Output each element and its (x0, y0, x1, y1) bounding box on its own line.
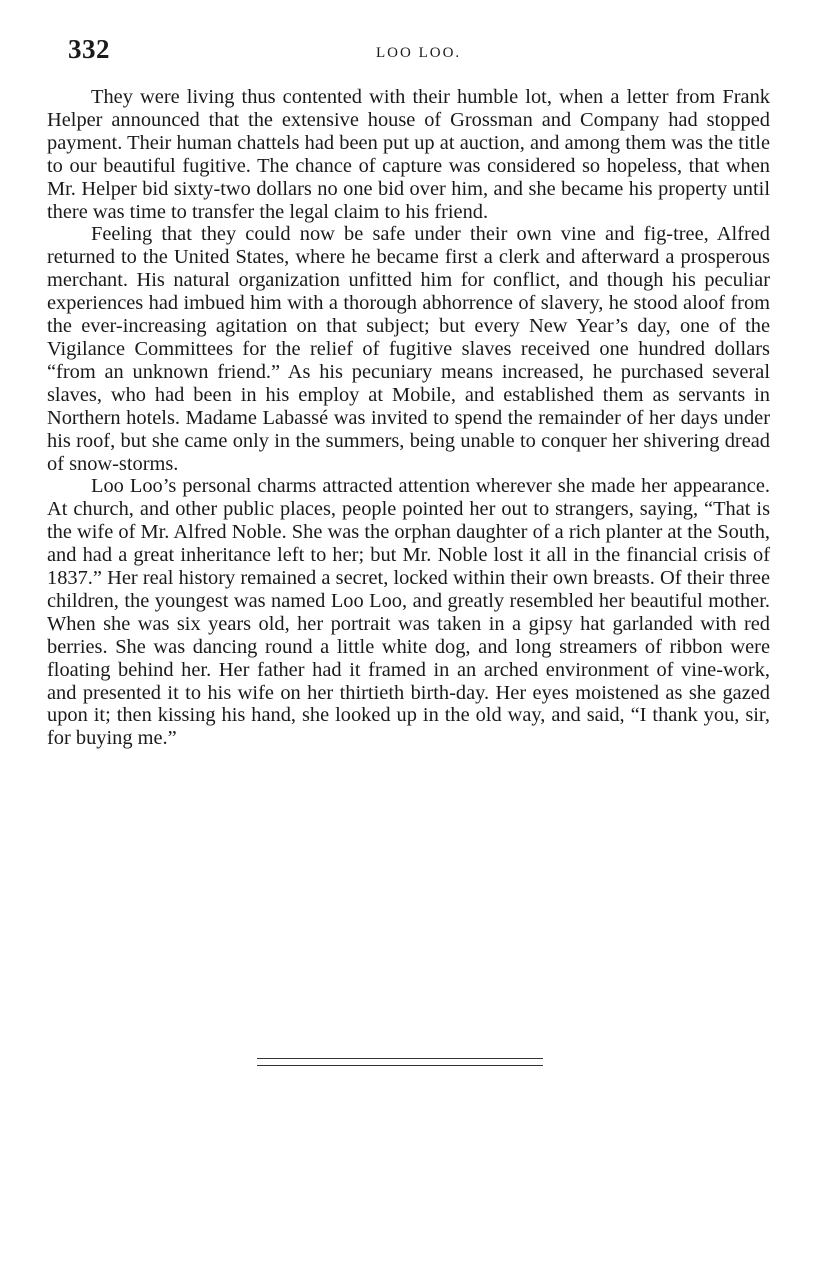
body-text (47, 86, 770, 750)
paragraph: Feeling that they could now be safe under their own vine and fig-tree, Alfred returned to the United States, where he became first a clerk and afterward a prosperous merchant. His natural organization unfitted him for conflict, and though his peculiar experiences had imbued him with a thorough abhorrence of slavery, he stood aloof from the ever-increasing agitation on that subject; but every New Year’s day, one of the Vigilance Committees for the relief of fugitive slaves received one hundred dollars “from an unknown friend.” As his pecuniary means increased, he purchased several slaves, who had been in his employ at Mobile, and established them as servants in Northern hotels. Madame Labassé was invited to spend the remainder of her days under his roof, but she came only in the summers, being unable to conquer her shivering dread of snow-storms. (47, 223, 770, 475)
paragraph: They were living thus contented with their humble lot, when a letter from Frank Helper announced that the extensive house of Grossman and Company had stopped payment. Their human chattels had been put up at auction, and among them was the title to our beautiful fugitive. The chance of capture was considered so hopeless, that when Mr. Helper bid sixty-two dollars no one bid over him, and she became his property until there was time to transfer the legal claim to his friend. (47, 86, 770, 223)
chapter-end-rule (257, 1058, 543, 1066)
paragraph: Loo Loo’s personal charms attracted attention wherever she made her appearance. At church, and other public places, people pointed her out to strangers, saying, “That is the wife of Mr. Alfred Noble. She was the orphan daughter of a rich planter at the South, and had a great inheritance left to her; but Mr. Noble lost it all in the financial crisis of 1837.” Her real history remained a secret, locked within their own breasts. Of their three children, the youngest was named Loo Loo, and greatly resembled her beautiful mother. When she was six years old, her portrait was taken in a gipsy hat garlanded with red berries. She was dancing round a little white dog, and long streamers of ribbon were floating behind her. Her father had it framed in an arched environment of vine-work, and presented it to his wife on her thirtieth birth-day. Her eyes moistened as she gazed upon it; then kissing his hand, she looked up in the old way, and said, “I thank you, sir, for buying me.” (47, 475, 770, 750)
page-number: 332 (68, 34, 110, 64)
running-head: LOO LOO. (376, 45, 462, 61)
page-header (68, 34, 778, 68)
